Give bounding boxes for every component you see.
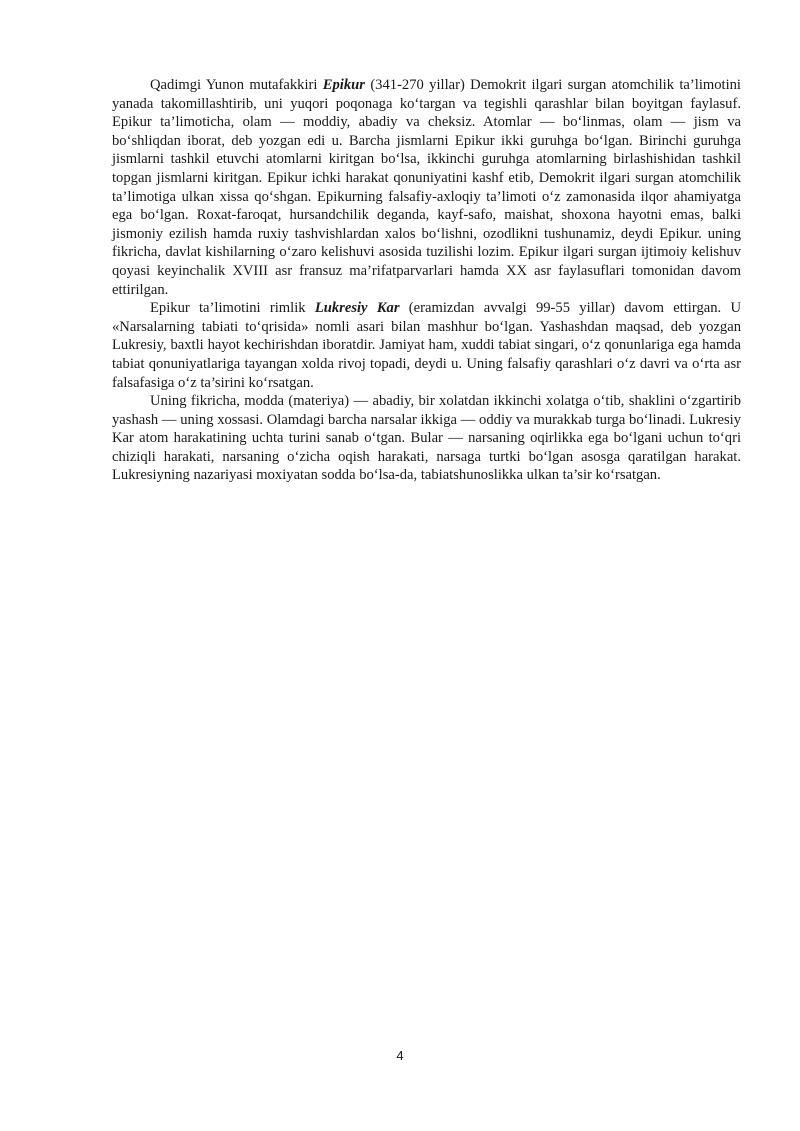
page-number: 4 [396, 1048, 404, 1063]
paragraph-text: (eramizdan avvalgi 99-55 yillar) davom ettirgan. U «Narsalarning tabiati to‘qrisida» nomli asari bilan mashhur bo‘lgan. Yashashdan maqsad, deb yozgan Lukresiy, baxtli hayot kechirishdan iboratdir. Jamiyat ham, xuddi tabiat singari, o‘z qonunlariga ega hamda tabiat qonuniyatlariga tayangan xolda rivoj topadi, deydi u. Uning falsafiy qarashlari o‘z davri va o‘rta asr falsafasiga o‘z ta’sirini ko‘rsatgan. [112, 300, 741, 391]
paragraph-epikur [112, 76, 741, 299]
document-body [112, 76, 741, 485]
emphasized-name: Epikur [322, 77, 365, 93]
paragraph-lukresiy [112, 299, 741, 392]
paragraph-modda [112, 392, 741, 485]
emphasized-name: Lukresiy Kar [314, 300, 400, 317]
paragraph-text: Uning fikricha, modda (materiya) — abadiy, bir xolatdan ikkinchi xolatga o‘tib, shaklini o‘zgartirib yashash — uning xossasi. Olamdagi barcha narsalar ikkiga — oddiy va murakkab turga bo‘linadi. Lukresiy Kar atom harakatining uchta turini sanab o‘tgan. Bular — narsaning oqirlikka ega bo‘lgani uchun to‘qri chiziqli harakati, narsaning o‘zicha oqish harakati, narsaga turtki bo‘lgan asosga qaratilgan harakat. Lukresiyning nazariyasi moxiyatan sodda bo‘lsa-da, tabiatshunoslikka ulkan ta’sir ko‘rsatgan. [112, 393, 741, 484]
paragraph-text: (341-270 yillar) Demokrit ilgari surgan atomchilik ta’limotini yanada takomillashtirib, uni yuqori poqonaga ko‘targan va tegishli qarashlar bilan boyitgan faylasuf. Epikur ta’limoticha, olam — moddiy, abadiy va cheksiz. Atomlar — bo‘linmas, olam — jism va bo‘shliqdan iborat, deb yozgan edi u. Barcha jismlarni Epikur ikki guruhga bo‘lgan. Birinchi guruhga jismlarni tashkil etuvchi atomlarni kiritgan bo‘lsa, ikkinchi guruhga atomlarning birlashishidan tashkil topgan jismlarni kiritgan. Epikur ichki harakat qonuniyatini kashf etib, Demokrit ilgari surgan atomchilik ta’limotiga ulkan xissa qo‘shgan. Epikurning falsafiy-axloqiy ta’limoti o‘z zamonasida ilqor ahamiyatga ega bo‘lgan. Roxat-faroqat, hursandchilik deganda, kayf-safo, maishat, shoxona hayotni emas, balki jismoniy ezilish hamda ruxiy tashvishlardan xalos bo‘lishni, ozodlikni tushunamiz, deydi Epikur. uning fikricha, davlat kishilarning o‘zaro kelishuvi asosida tuzilishi lozim. Epikur ilgari surgan ijtimoiy kelishuv qoyasi keyinchalik XVIII asr fransuz ma’rifatparvarlari hamda XX asr faylasuflari tomonidan davom ettirilgan. [112, 77, 741, 298]
paragraph-text: Epikur ta’limotini rimlik [150, 300, 315, 317]
paragraph-text: Qadimgi Yunon mutafakkiri [150, 77, 323, 93]
